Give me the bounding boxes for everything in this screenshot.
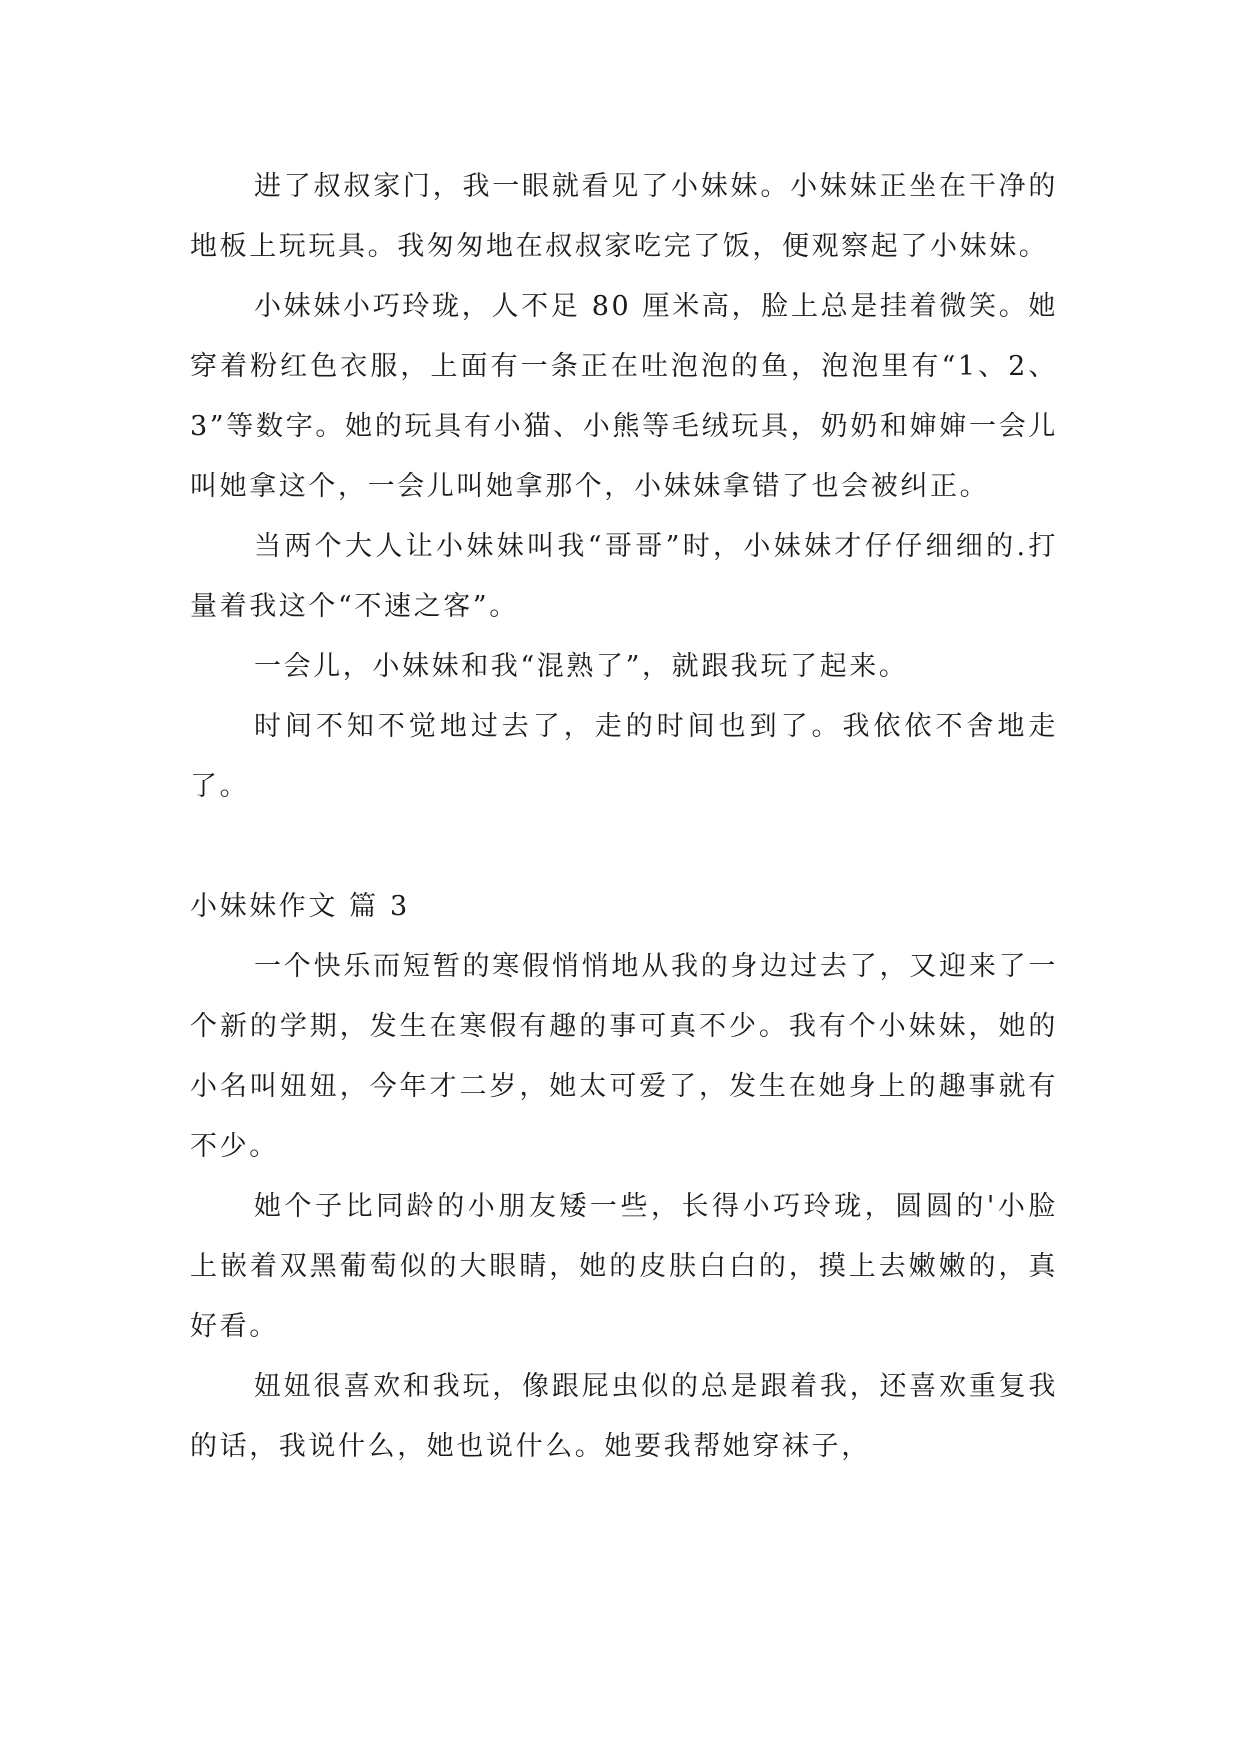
paragraph: 进了叔叔家门，我一眼就看见了小妹妹。小妹妹正坐在干净的地板上玩玩具。我匆匆地在叔叔家吃完了饭，便观察起了小妹妹。 <box>190 171 1058 262</box>
paragraph: 她个子比同龄的小朋友矮一些，长得小巧玲珑，圆圆的'小脸上嵌着双黑葡萄似的大眼睛，她的皮肤白白的，摸上去嫩嫩的，真好看。 <box>190 1191 1058 1342</box>
paragraph: 时间不知不觉地过去了，走的时间也到了。我依依不舍地走了。 <box>190 711 1058 802</box>
paragraph: 妞妞很喜欢和我玩，像跟屁虫似的总是跟着我，还喜欢重复我的话，我说什么，她也说什么。她要我帮她穿袜子， <box>190 1371 1058 1462</box>
paragraph: 一会儿，小妹妹和我“混熟了”，就跟我玩了起来。 <box>254 651 909 682</box>
paragraph: 一个快乐而短暂的寒假悄悄地从我的身边过去了，又迎来了一个新的学期，发生在寒假有趣的事可真不少。我有个小妹妹，她的小名叫妞妞，今年才二岁，她太可爱了，发生在她身上的趣事就有不少。 <box>190 951 1058 1162</box>
paragraph: 小妹妹小巧玲珑，人不足 80 厘米高，脸上总是挂着微笑。她穿着粉红色衣服，上面有一条正在吐泡泡的鱼，泡泡里有“1、2、3”等数字。她的玩具有小猫、小熊等毛绒玩具，奶奶和婶婶一会儿叫她拿这个，一会儿叫她拿那个，小妹妹拿错了也会被纠正。 <box>190 291 1058 502</box>
paragraph: 当两个大人让小妹妹叫我“哥哥”时，小妹妹才仔仔细细的.打量着我这个“不速之客”。 <box>190 531 1058 622</box>
document-body <box>190 157 1058 1477</box>
section-title: 小妹妹作文 篇 3 <box>190 891 410 922</box>
